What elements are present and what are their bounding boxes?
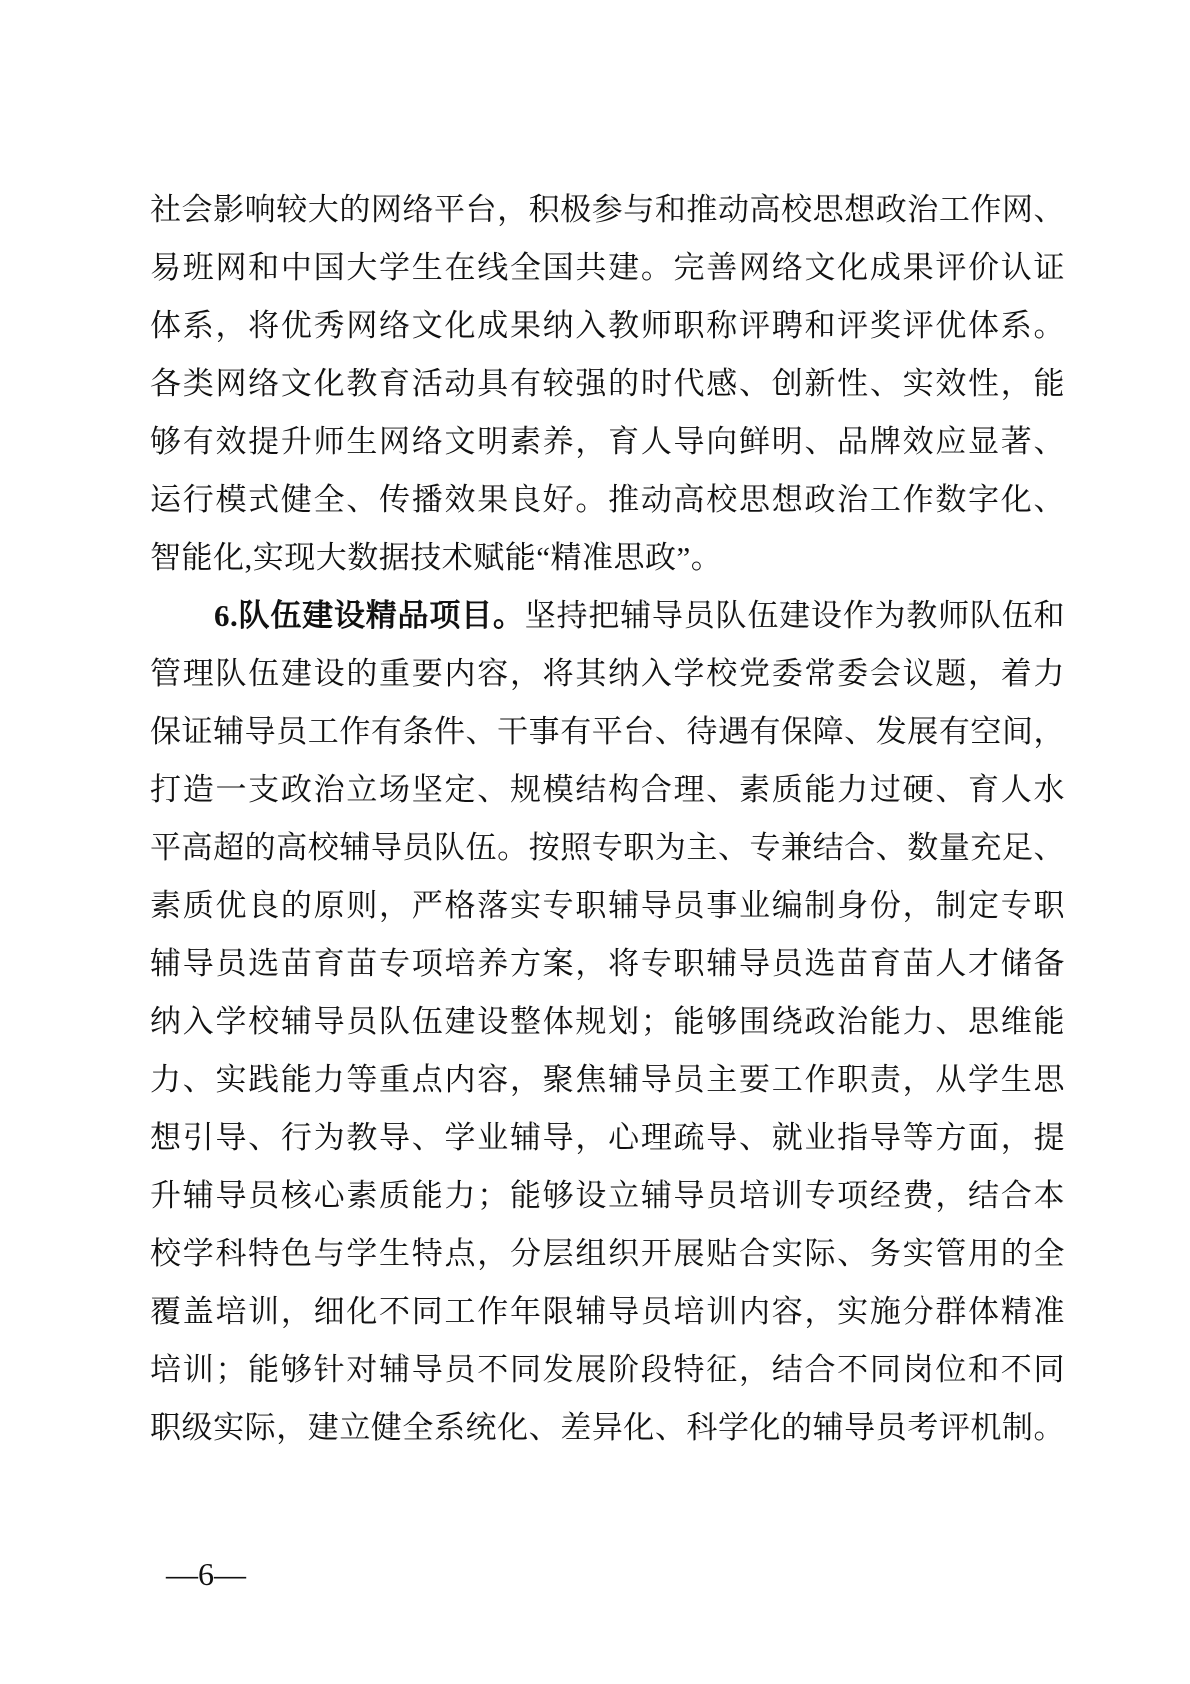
text-line: 社会影响较大的网络平台，积极参与和推动高校思想政治工作网、 <box>150 192 1065 227</box>
text-line-paragraph-start <box>150 587 1065 645</box>
text-line: 保证辅导员工作有条件、干事有平台、待遇有保障、发展有空间， <box>150 714 1065 749</box>
text-line: 培训；能够针对辅导员不同发展阶段特征，结合不同岗位和不同 <box>150 1352 1065 1387</box>
text-line: 升辅导员核心素质能力；能够设立辅导员培训专项经费，结合本 <box>150 1178 1065 1213</box>
text-line: 素质优良的原则，严格落实专职辅导员事业编制身份，制定专职 <box>150 888 1065 923</box>
text-line: 平高超的高校辅导员队伍。按照专职为主、专兼结合、数量充足、 <box>150 830 1065 865</box>
text-line: 辅导员选苗育苗专项培养方案，将专职辅导员选苗育苗人才储备 <box>150 946 1065 981</box>
text-run: 坚持把辅导员队伍建设作为教师队伍和 <box>524 598 1066 633</box>
text-line: 校学科特色与学生特点，分层组织开展贴合实际、务实管用的全 <box>150 1236 1065 1271</box>
text-line: 打造一支政治立场坚定、规模结构合理、素质能力过硬、育人水 <box>150 772 1065 807</box>
text-line: 各类网络文化教育活动具有较强的时代感、创新性、实效性，能 <box>150 366 1065 401</box>
text-line: 易班网和中国大学生在线全国共建。完善网络文化成果评价认证 <box>150 250 1065 285</box>
text-line: 纳入学校辅导员队伍建设整体规划；能够围绕政治能力、思维能 <box>150 1004 1065 1039</box>
page-number: —6— <box>166 1556 246 1592</box>
section-heading: 6.队伍建设精品项目。 <box>214 598 525 633</box>
text-line: 体系，将优秀网络文化成果纳入教师职称评聘和评奖评优体系。 <box>150 308 1065 343</box>
text-line: 运行模式健全、传播效果良好。推动高校思想政治工作数字化、 <box>150 482 1065 517</box>
text-line: 想引导、行为教导、学业辅导，心理疏导、就业指导等方面，提 <box>150 1120 1065 1155</box>
text-line: 力、实践能力等重点内容，聚焦辅导员主要工作职责，从学生思 <box>150 1062 1065 1097</box>
text-line: 智能化,实现大数据技术赋能“精准思政”。 <box>150 540 723 575</box>
body-text <box>150 181 1065 1457</box>
text-line: 管理队伍建设的重要内容，将其纳入学校党委常委会议题，着力 <box>150 656 1065 691</box>
text-line: 够有效提升师生网络文明素养，育人导向鲜明、品牌效应显著、 <box>150 424 1065 459</box>
text-line: 覆盖培训，细化不同工作年限辅导员培训内容，实施分群体精准 <box>150 1294 1065 1329</box>
text-line: 职级实际，建立健全系统化、差异化、科学化的辅导员考评机制。 <box>150 1410 1065 1445</box>
